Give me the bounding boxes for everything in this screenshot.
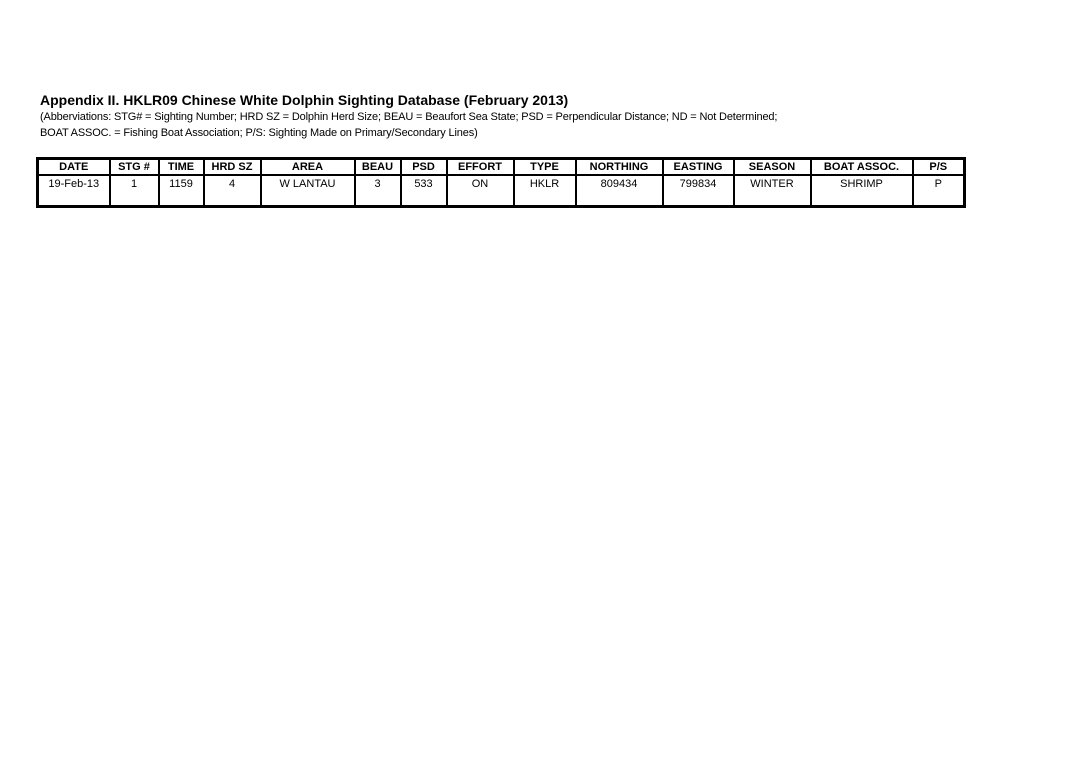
header-beau: BEAU bbox=[355, 159, 401, 176]
header-season: SEASON bbox=[734, 159, 811, 176]
sighting-table bbox=[36, 157, 966, 208]
cell-area: W LANTAU bbox=[261, 175, 355, 207]
cell-easting: 799834 bbox=[663, 175, 734, 207]
header-time: TIME bbox=[159, 159, 204, 176]
cell-boat-assoc: SHRIMP bbox=[811, 175, 913, 207]
header-hrd-sz: HRD SZ bbox=[204, 159, 261, 176]
header-stg: STG # bbox=[110, 159, 159, 176]
table-row bbox=[38, 175, 965, 207]
header-type: TYPE bbox=[514, 159, 576, 176]
abbreviations-line-1: (Abberviations: STG# = Sighting Number; HRD SZ = Dolphin Herd Size; BEAU = Beaufort Sea State; PSD = Perpendicular Distance; ND = Not Determined; bbox=[40, 111, 778, 123]
cell-beau: 3 bbox=[355, 175, 401, 207]
cell-time: 1159 bbox=[159, 175, 204, 207]
header-northing: NORTHING bbox=[576, 159, 663, 176]
cell-northing: 809434 bbox=[576, 175, 663, 207]
cell-effort: ON bbox=[447, 175, 514, 207]
cell-stg: 1 bbox=[110, 175, 159, 207]
abbreviations-line-2: BOAT ASSOC. = Fishing Boat Association; P/S: Sighting Made on Primary/Secondary Lines) bbox=[40, 127, 478, 139]
cell-date: 19-Feb-13 bbox=[38, 175, 110, 207]
header-easting: EASTING bbox=[663, 159, 734, 176]
cell-psd: 533 bbox=[401, 175, 447, 207]
cell-ps: P bbox=[913, 175, 965, 207]
header-date: DATE bbox=[38, 159, 110, 176]
header-ps: P/S bbox=[913, 159, 965, 176]
header-area: AREA bbox=[261, 159, 355, 176]
cell-hrd-sz: 4 bbox=[204, 175, 261, 207]
cell-season: WINTER bbox=[734, 175, 811, 207]
header-psd: PSD bbox=[401, 159, 447, 176]
page-title: Appendix II. HKLR09 Chinese White Dolphin Sighting Database (February 2013) bbox=[40, 92, 569, 108]
cell-type: HKLR bbox=[514, 175, 576, 207]
header-effort: EFFORT bbox=[447, 159, 514, 176]
table-header-row bbox=[38, 159, 965, 176]
header-boat-assoc: BOAT ASSOC. bbox=[811, 159, 913, 176]
